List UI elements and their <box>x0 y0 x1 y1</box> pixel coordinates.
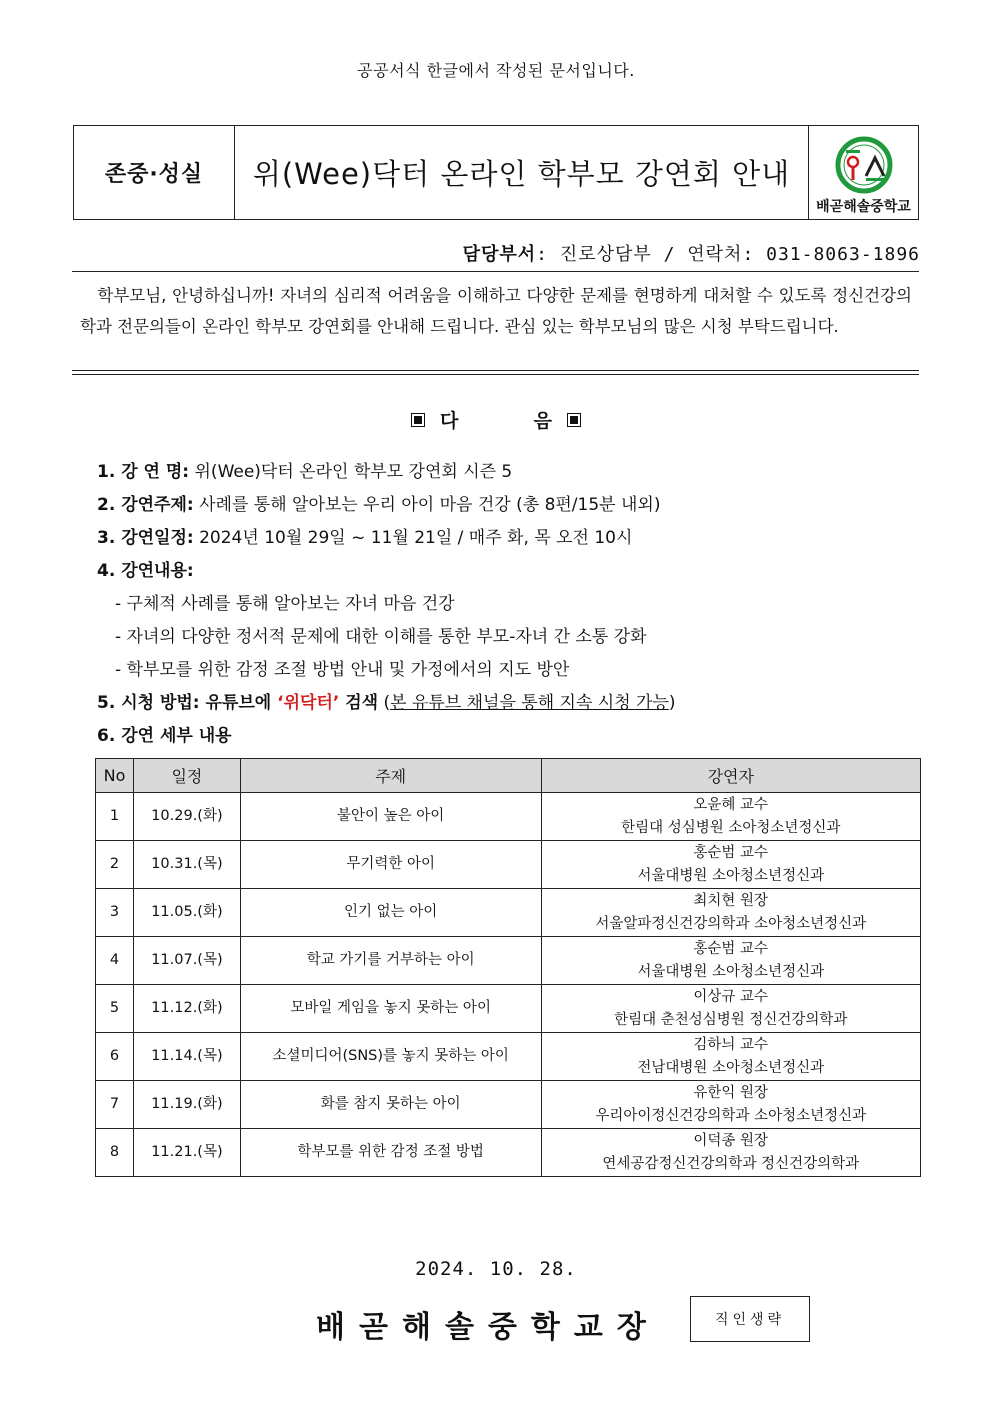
cell-date: 11.21.(목) <box>133 1129 240 1177</box>
speaker-affiliation: 서울대병원 소아청소년정신과 <box>637 963 825 980</box>
cell-no: 8 <box>96 1129 134 1177</box>
department-contact: : 진로상담부 / 연락처: 031-8063-1896 <box>536 244 920 265</box>
item-label: 2. 강연주제: <box>97 495 194 515</box>
speaker-affiliation: 연세공감정신건강의학과 정신건강의학과 <box>602 1155 860 1172</box>
public-form-notice: 공공서식 한글에서 작성된 문서입니다. <box>357 61 635 80</box>
speaker-affiliation: 서울알파정신건강의학과 소아청소년정신과 <box>595 915 867 932</box>
table-row <box>96 985 921 1033</box>
schedule-table <box>95 758 921 1177</box>
cell-no: 4 <box>96 937 134 985</box>
speaker-affiliation: 서울대병원 소아청소년정신과 <box>637 867 825 884</box>
table-row <box>96 1081 921 1129</box>
paren-close: ) <box>668 693 676 713</box>
item-lecture-contents <box>97 556 194 581</box>
cell-no: 2 <box>96 841 134 889</box>
table-header-row <box>96 759 921 793</box>
cell-date: 11.14.(목) <box>133 1033 240 1081</box>
cell-no: 3 <box>96 889 134 937</box>
item-lecture-name <box>97 457 512 482</box>
school-logo <box>809 126 918 219</box>
cell-date: 11.19.(화) <box>133 1081 240 1129</box>
cell-topic: 불안이 높은 아이 <box>240 793 541 841</box>
cell-topic: 화를 참지 못하는 아이 <box>240 1081 541 1129</box>
cell-date: 11.07.(목) <box>133 937 240 985</box>
item-label: 4. 강연내용: <box>97 561 194 581</box>
column-header: 주제 <box>240 759 541 793</box>
item-lecture-topic <box>97 490 660 515</box>
school-emblem-icon <box>832 136 896 194</box>
table-row <box>96 1033 921 1081</box>
speaker-affiliation: 한림대 춘천성심병원 정신건강의학과 <box>614 1011 848 1028</box>
column-header: 일정 <box>133 759 240 793</box>
item-value: 2024년 10월 29일 ~ 11월 21일 / 매주 화, 목 오전 10시 <box>193 528 633 548</box>
speaker-affiliation: 우리아이정신건강의학과 소아청소년정신과 <box>595 1107 867 1124</box>
divider <box>72 370 919 371</box>
cell-date: 11.12.(화) <box>133 985 240 1033</box>
speaker-name: 유한익 원장 <box>693 1084 769 1101</box>
channel-note: 본 유튜브 채널을 통해 지속 시청 가능 <box>390 693 669 713</box>
table-row <box>96 841 921 889</box>
cell-no: 5 <box>96 985 134 1033</box>
section-heading <box>0 406 992 433</box>
cell-speaker <box>541 793 921 841</box>
heading-right: 음 <box>533 410 552 432</box>
cell-speaker <box>541 937 921 985</box>
table-row <box>96 937 921 985</box>
speaker-name: 이상규 교수 <box>693 988 769 1005</box>
cell-topic: 인기 없는 아이 <box>240 889 541 937</box>
speaker-name: 이덕종 원장 <box>693 1132 769 1149</box>
table-row <box>96 1129 921 1177</box>
department-label: 담당부서 <box>462 244 537 265</box>
column-header: 강연자 <box>541 759 921 793</box>
item-value: 사례를 통해 알아보는 우리 아이 마음 건강 (총 8편/15분 내외) <box>193 495 661 515</box>
cell-speaker <box>541 889 921 937</box>
logo-school-name: 배곧해솔중학교 <box>816 199 911 215</box>
item-label: 6. 강연 세부 내용 <box>97 726 232 746</box>
cell-date: 11.05.(화) <box>133 889 240 937</box>
divider <box>72 271 919 272</box>
cell-topic: 소셜미디어(SNS)를 놓지 못하는 아이 <box>240 1033 541 1081</box>
column-header: No <box>96 759 134 793</box>
content-bullet: - 자녀의 다양한 정서적 문제에 대한 이해를 통한 부모-자녀 간 소통 강화 <box>115 627 647 647</box>
speaker-affiliation: 한림대 성심병원 소아청소년정신과 <box>621 819 841 836</box>
official-seal-omitted: 직인생략 <box>690 1296 810 1342</box>
cell-topic: 무기력한 아이 <box>240 841 541 889</box>
cell-topic: 모바일 게임을 놓지 못하는 아이 <box>240 985 541 1033</box>
item-lecture-schedule <box>97 523 632 548</box>
paren-open: ( <box>378 693 391 713</box>
item-value: 위(Wee)닥터 온라인 학부모 강연회 시즌 5 <box>189 462 513 482</box>
cell-speaker <box>541 985 921 1033</box>
speaker-name: 김하늬 교수 <box>693 1036 769 1053</box>
school-motto: 존중·성실 <box>74 126 235 219</box>
cell-no: 6 <box>96 1033 134 1081</box>
speaker-name: 홍순범 교수 <box>693 940 769 957</box>
speaker-affiliation: 전남대병원 소아청소년정신과 <box>637 1059 825 1076</box>
document-title: 위(Wee)닥터 온라인 학부모 강연회 안내 <box>235 126 809 219</box>
heading-left: 다 <box>440 410 459 432</box>
issue-date: 2024. 10. 28. <box>415 1258 577 1280</box>
item-label: 3. 강연일정: <box>97 528 194 548</box>
item-viewing-method <box>97 688 676 713</box>
cell-topic: 학부모를 위한 감정 조절 방법 <box>240 1129 541 1177</box>
cell-no: 7 <box>96 1081 134 1129</box>
item-details <box>97 721 232 746</box>
cell-speaker <box>541 1033 921 1081</box>
intro-text: 학부모님, 안녕하십니까! 자녀의 심리적 어려움을 이해하고 다양한 문제를 현명하게 대처할 수 있도록 정신건강의학과 전문의들이 온라인 학부모 강연회를 안내해 드립니다. 관심 있는 학부모님의 많은 시청 부탁드립니다. <box>80 286 912 336</box>
table-row <box>96 889 921 937</box>
cell-speaker <box>541 1129 921 1177</box>
item-label: 5. 시청 방법: 유튜브에 <box>97 693 278 713</box>
contact-line <box>463 240 920 266</box>
content-bullet: - 구체적 사례를 통해 알아보는 자녀 마음 건강 <box>115 594 455 614</box>
cell-speaker <box>541 1081 921 1129</box>
cell-topic: 학교 가기를 거부하는 아이 <box>240 937 541 985</box>
cell-date: 10.31.(목) <box>133 841 240 889</box>
speaker-name: 오윤혜 교수 <box>693 796 769 813</box>
cell-date: 10.29.(화) <box>133 793 240 841</box>
divider <box>72 374 919 375</box>
table-row <box>96 793 921 841</box>
content-bullet: - 학부모를 위한 감정 조절 방법 안내 및 가정에서의 지도 방안 <box>115 660 570 680</box>
square-bullet-icon <box>411 413 425 427</box>
cell-speaker <box>541 841 921 889</box>
search-keyword: ‘위닥터’ <box>277 693 340 713</box>
square-bullet-icon <box>567 413 581 427</box>
item-label: 1. 강 연 명: <box>97 462 190 482</box>
principal-signature: 배곧해솔중학교장 <box>316 1310 660 1345</box>
document-header <box>73 125 919 220</box>
speaker-name: 홍순범 교수 <box>693 844 769 861</box>
intro-paragraph <box>80 280 912 342</box>
speaker-name: 최치현 원장 <box>693 892 769 909</box>
cell-no: 1 <box>96 793 134 841</box>
item-label-suffix: 검색 <box>339 693 379 713</box>
